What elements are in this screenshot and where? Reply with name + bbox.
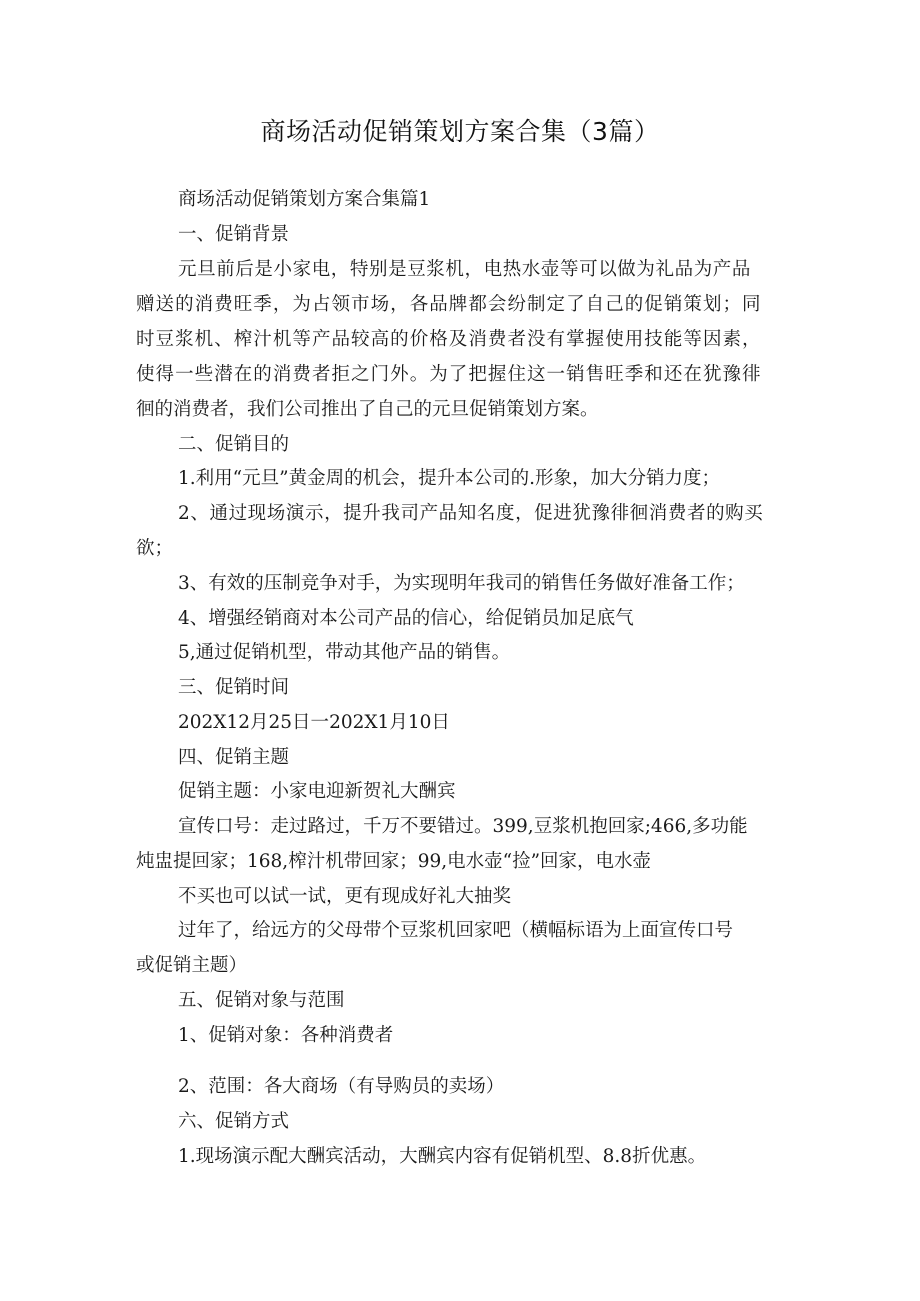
paragraph-line: 宣传口号：走过路过，千万不要错过。399,豆浆机抱回家;466,多功能 (178, 816, 748, 837)
list-item: 1、促销对象：各种消费者 (178, 1025, 394, 1046)
document-title: 商场活动促销策划方案合集（3篇） (260, 117, 660, 146)
section-heading: 六、促销方式 (178, 1111, 290, 1132)
section-heading: 一、促销背景 (178, 224, 290, 245)
paragraph-line: 使得一些潜在的消费者拒之门外。为了把握住这一销售旺季和还在犹豫徘 (136, 364, 762, 385)
list-item: 1.利用“元旦”黄金周的机会，提升本公司的.形象，加大分销力度； (178, 468, 720, 489)
subtitle-line: 商场活动促销策划方案合集篇1 (178, 189, 431, 210)
date-range: 202X12月25日一202X1月10日 (178, 712, 450, 733)
paragraph-line: 元旦前后是小家电，特别是豆浆机，电热水壶等可以做为礼品为产品 (178, 259, 752, 280)
paragraph-line: 或促销主题） (136, 955, 248, 976)
paragraph-line: 炖盅提回家；168,榨汁机带回家；99,电水壶“捡”回家，电水壶 (136, 851, 652, 872)
section-heading: 五、促销对象与范围 (178, 990, 345, 1011)
section-heading: 四、促销主题 (178, 747, 290, 768)
paragraph-line: 过年了，给远方的父母带个豆浆机回家吧（横幅标语为上面宣传口号 (178, 920, 734, 941)
paragraph-line: 促销主题：小家电迎新贺礼大酬宾 (178, 781, 456, 802)
section-heading: 二、促销目的 (178, 434, 290, 455)
paragraph-line: 赠送的消费旺季，为占领市场，各品牌都会纷制定了自己的促销策划；同 (136, 294, 762, 315)
section-heading: 三、促销时间 (178, 677, 290, 698)
list-item: 4、增强经销商对本公司产品的信心，给促销员加足底气 (178, 608, 634, 629)
list-item-continuation: 欲； (136, 538, 174, 559)
paragraph-line: 不买也可以试一试，更有现成好礼大抽奖 (178, 886, 512, 907)
paragraph-line: 徊的消费者，我们公司推出了自己的元旦促销策划方案。 (136, 399, 599, 420)
list-item: 2、通过现场演示，提升我司产品知名度，促进犹豫徘徊消费者的购买 (178, 503, 764, 524)
paragraph-line: 时豆浆机、榨汁机等产品较高的价格及消费者没有掌握使用技能等因素， (136, 329, 762, 350)
list-item: 2、范围：各大商场（有导购员的卖场） (178, 1076, 505, 1097)
list-item: 1.现场演示配大酬宾活动，大酬宾内容有促销机型、8.8折优惠。 (178, 1146, 707, 1167)
list-item: 5,通过促销机型，带动其他产品的销售。 (178, 642, 511, 663)
list-item: 3、有效的压制竞争对手，为实现明年我司的销售任务做好准备工作； (178, 573, 745, 594)
